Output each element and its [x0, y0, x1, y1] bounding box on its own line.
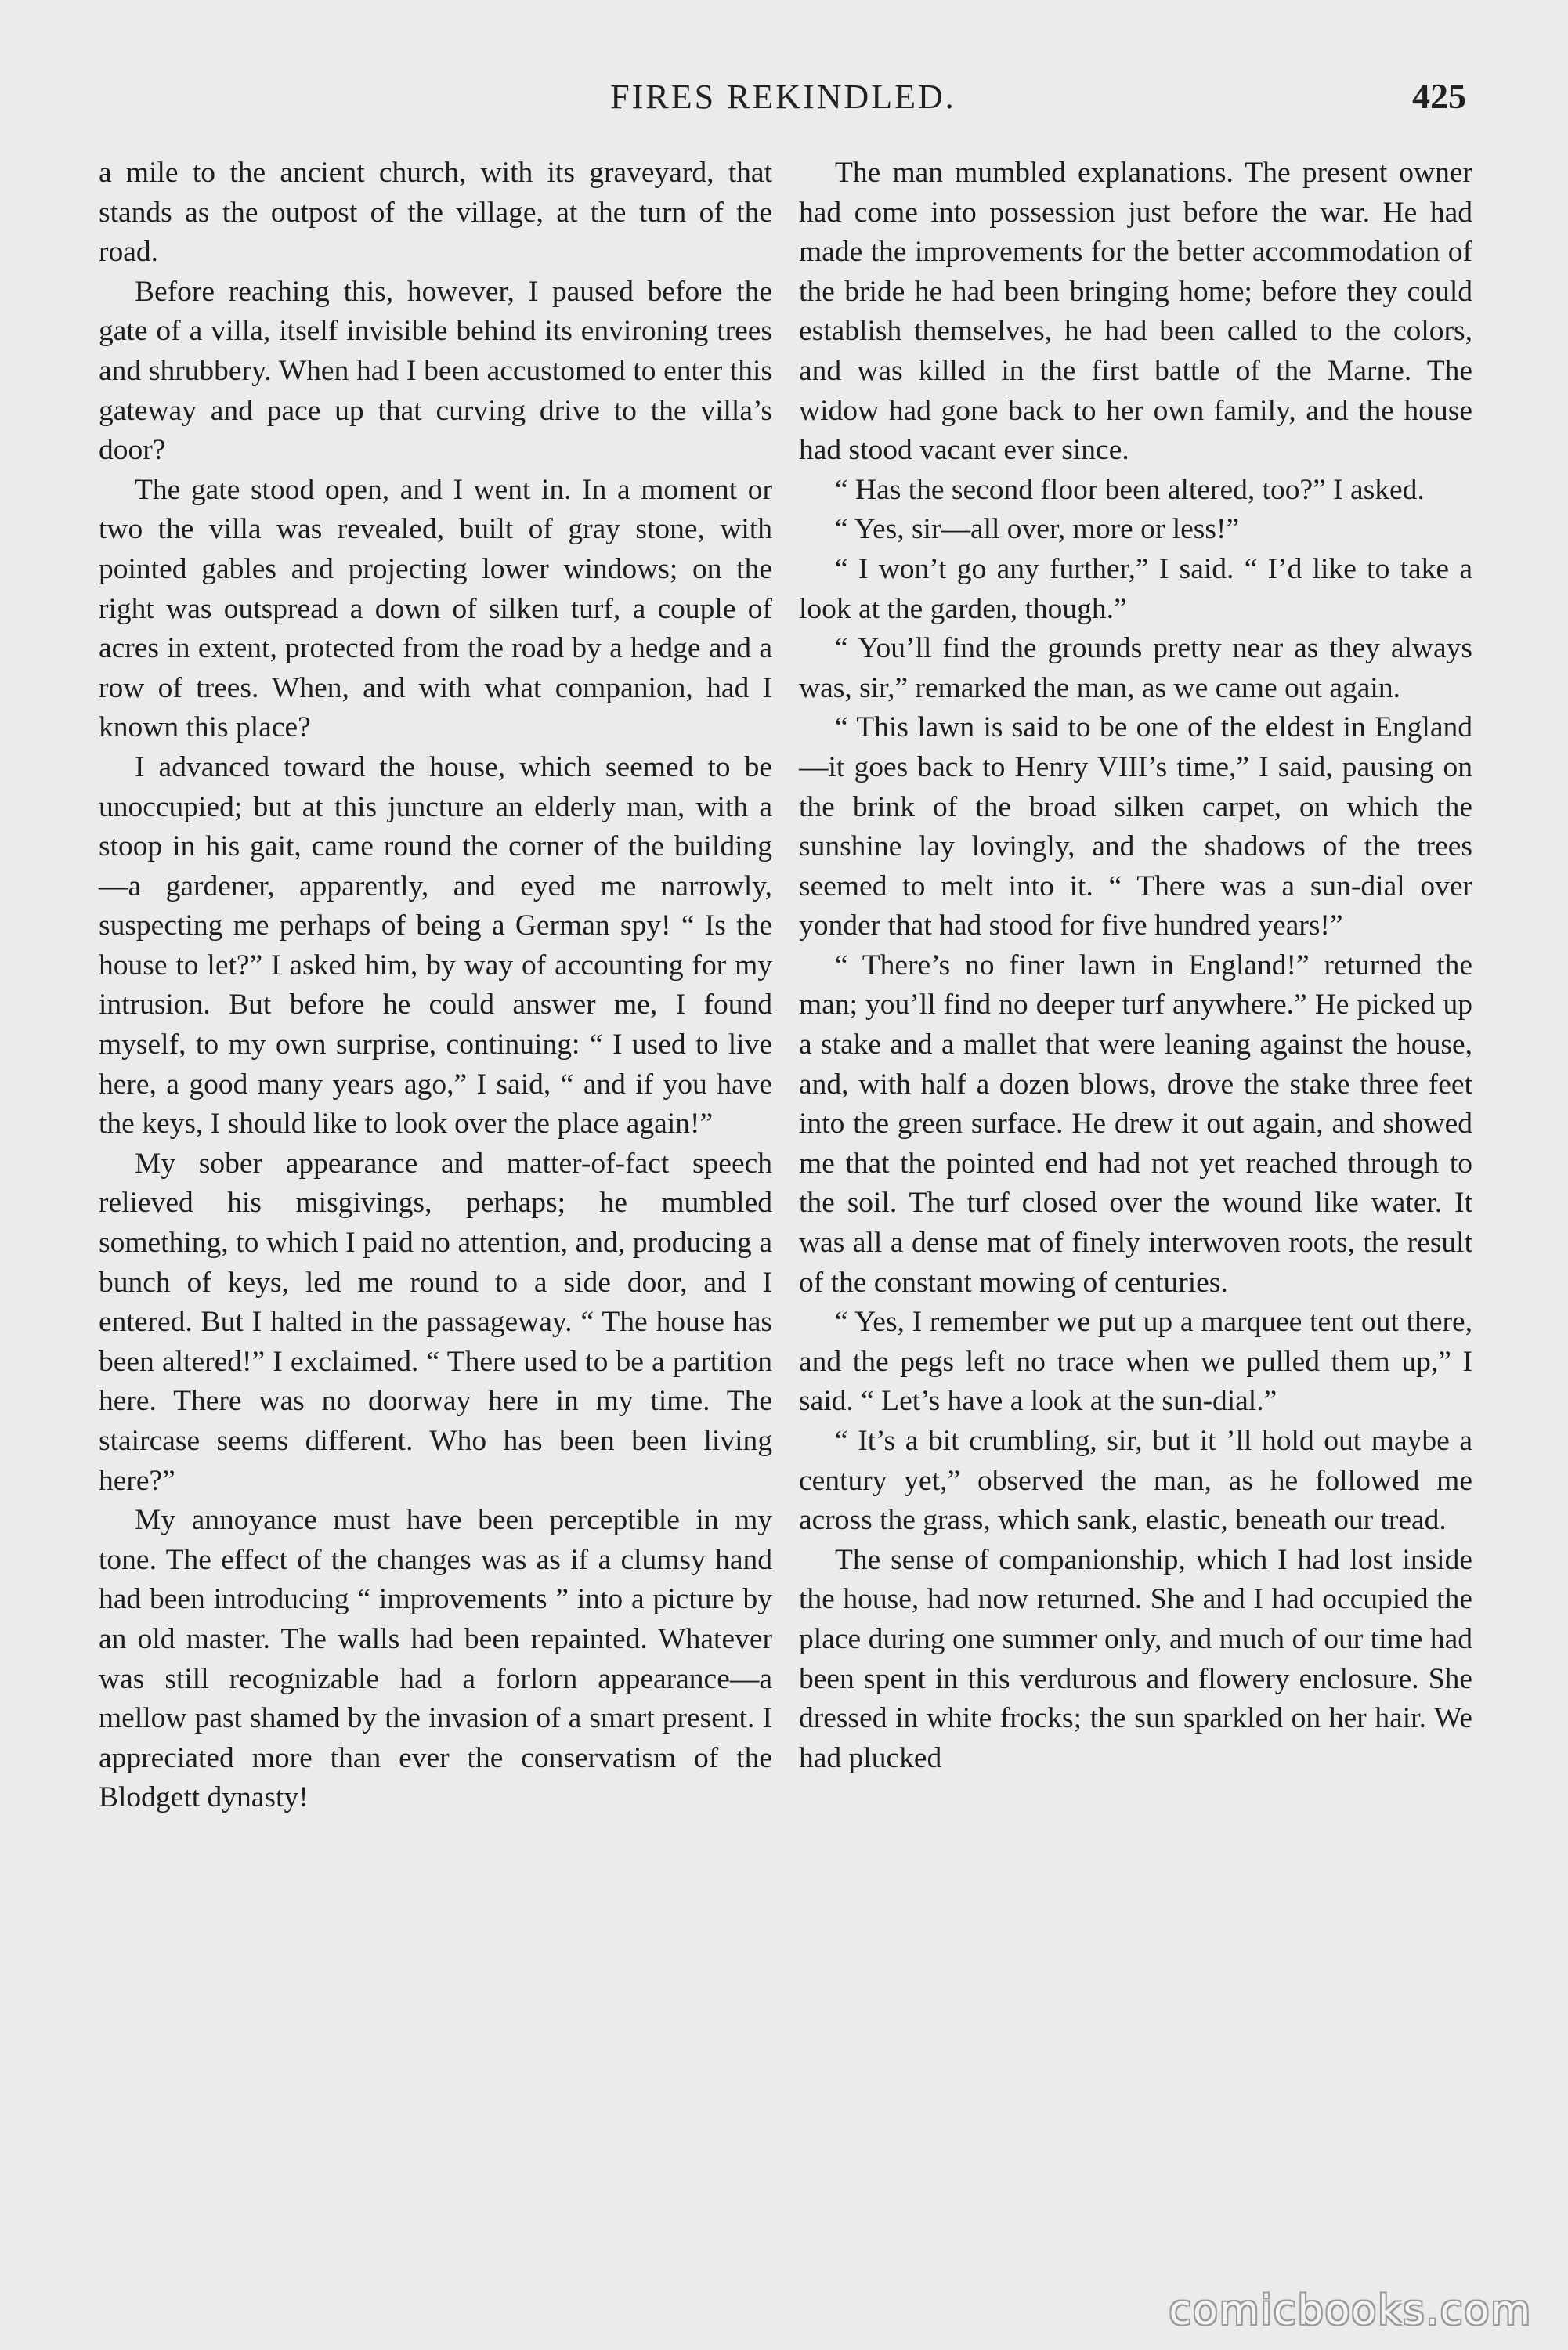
paragraph: “ You’ll find the grounds pretty near as they always was, sir,” remarked the man, as we came out again.: [799, 632, 1472, 704]
paragraph: a mile to the ancient church, with its graveyard, that stands as the outpost of the village, at the turn of the road.: [99, 157, 772, 269]
paragraph: The man mumbled explanations. The present owner had come into possession just before the war. He had made the improvements for the better accommodation of the bride he had been bringing home; before they could establish themselves, he had been called to the colors, and was killed in the first battle of the Marne. The widow had gone back to her own family, and the house had stood vacant ever since.: [799, 157, 1472, 467]
watermark: comicbooks.com: [1169, 2287, 1532, 2334]
paragraph: “ Has the second floor been altered, too?” I asked.: [835, 473, 1425, 506]
paragraph: “ There’s no finer lawn in England!” returned the man; you’ll find no deeper turf anywhere.” He picked up a stake and a mallet that were leaning against the house, and, with half a dozen blows, drove the stake three feet into the green surface. He drew it out again, and showed me that the pointed end had not yet reached through to the soil. The turf closed over the wound like water. It was all a dense mat of finely interwoven roots, the result of the constant mowing of centuries.: [799, 949, 1472, 1299]
paragraph: “ Yes, sir—all over, more or less!”: [835, 513, 1240, 546]
paragraph: I advanced toward the house, which seemed to be unoccupied; but at this juncture an elderly man, with a stoop in his gait, came round the corner of the building —a gardener, apparently, and eyed me narrowly, suspecting me perhaps of being a German spy! “ Is the house to let?” I asked him, by way of accounting for my intrusion. But before he could answer me, I found myself, to my own surprise, continuing: “ I used to live here, a good many years ago,” I said, “ and if you have the keys, I should like to look over the place again!”: [99, 750, 772, 1141]
right-column: [799, 154, 1472, 1778]
paragraph: The sense of companionship, which I had lost inside the house, had now returned. She and I had occupied the place during one summer only, and much of our time had been spent in this verdurous and flowery enclosure. She dressed in white frocks; the sun sparkled on her hair. We had plucked: [799, 1543, 1472, 1774]
paragraph: “ It’s a bit crumbling, sir, but it ’ll hold out maybe a century yet,” observed the man, as he followed me across the grass, which sank, elastic, beneath our tread.: [799, 1425, 1472, 1537]
paragraph: “ Yes, I remember we put up a marquee tent out there, and the pegs left no trace when we pulled them up,” I said. “ Let’s have a look at the sun-dial.”: [799, 1306, 1472, 1418]
running-title: FIRES REKINDLED.: [610, 78, 956, 116]
paragraph: Before reaching this, however, I paused before the gate of a villa, itself invisible behind its environing trees and shrubbery. When had I been accustomed to enter this gateway and pace up that curving drive to the villa’s door?: [99, 275, 772, 467]
paragraph: My annoyance must have been perceptible in my tone. The effect of the changes was as if a clumsy hand had been introducing “ improvements ” into a picture by an old master. The walls had been repainted. Whatever was still recognizable had a forlorn appearance—a mellow past shamed by the invasion of a smart present. I appreciated more than ever the conservatism of the Blodgett dynasty!: [99, 1504, 772, 1814]
paragraph: “ This lawn is said to be one of the eldest in England—it goes back to Henry VIII’s time,” I said, pausing on the brink of the broad silken carpet, on which the sunshine lay lovingly, and the shadows of the trees seemed to melt into it. “ There was a sun-dial over yonder that had stood for five hundred years!”: [799, 711, 1472, 942]
paragraph: The gate stood open, and I went in. In a moment or two the villa was revealed, built of gray stone, with pointed gables and projecting lower windows; on the right was outspread a down of silken turf, a couple of acres in extent, protected from the road by a hedge and a row of trees. When, and with what companion, had I known this place?: [99, 473, 772, 744]
page-header: [94, 77, 1472, 132]
left-column: [99, 154, 772, 1818]
page-number: 425: [1412, 76, 1466, 116]
paragraph: My sober appearance and matter-of-fact speech relieved his misgivings, perhaps; he mumbled something, to which I paid no attention, and, producing a bunch of keys, led me round to a side door, and I entered. But I halted in the passageway. “ The house has been altered!” I exclaimed. “ There used to be a partition here. There was no doorway here in my time. The staircase seems different. Who has been been living here?”: [99, 1147, 772, 1497]
paragraph: “ I won’t go any further,” I said. “ I’d like to take a look at the garden, though.”: [799, 552, 1472, 625]
